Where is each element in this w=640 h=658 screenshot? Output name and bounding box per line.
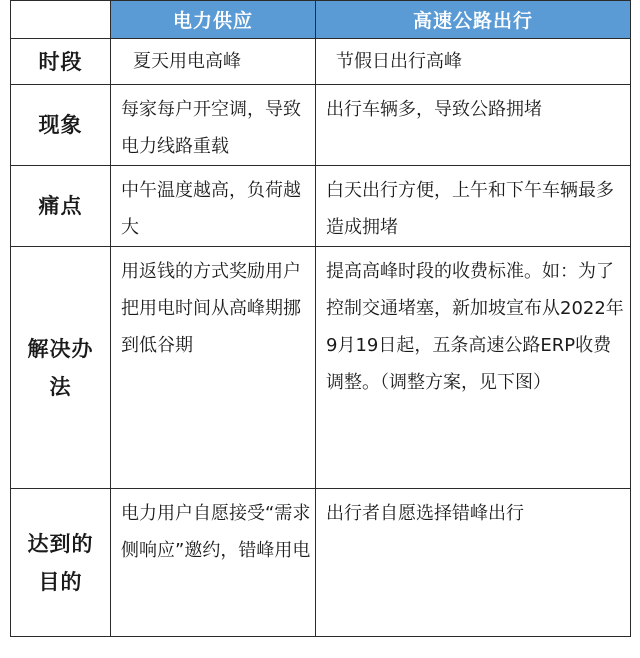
row-label-period: 时段 — [11, 39, 111, 85]
cell-highway-period: 节假日出行高峰 — [316, 39, 631, 85]
header-corner — [11, 1, 111, 39]
row-label-phenomenon: 现象 — [11, 85, 111, 166]
row-label-solution: 解决办法 — [11, 247, 111, 489]
table-row-goal — [11, 489, 631, 637]
cell-highway-phenomenon: 出行车辆多，导致公路拥堵 — [316, 85, 631, 166]
cell-power-pain-point: 中午温度越高，负荷越大 — [111, 166, 316, 247]
header-power-supply: 电力供应 — [111, 1, 316, 39]
table-row-phenomenon — [11, 85, 631, 166]
cell-power-phenomenon: 每家每户开空调，导致电力线路重载 — [111, 85, 316, 166]
cell-power-solution: 用返钱的方式奖励用户把用电时间从高峰期挪到低谷期 — [111, 247, 316, 489]
cell-highway-solution: 提高高峰时段的收费标准。如：为了控制交通堵塞，新加坡宣布从2022年9月19日起，五条高速公路ERP收费调整。（调整方案，见下图） — [316, 247, 631, 489]
table-row-period — [11, 39, 631, 85]
cell-power-goal: 电力用户自愿接受“需求侧响应”邀约，错峰用电 — [111, 489, 316, 637]
table-row-solution — [11, 247, 631, 489]
table-row-pain-point — [11, 166, 631, 247]
table-header-row — [11, 1, 631, 39]
row-label-pain-point: 痛点 — [11, 166, 111, 247]
cell-power-period: 夏天用电高峰 — [111, 39, 316, 85]
cell-highway-pain-point: 白天出行方便，上午和下午车辆最多造成拥堵 — [316, 166, 631, 247]
comparison-table — [10, 0, 631, 637]
row-label-goal: 达到的目的 — [11, 489, 111, 637]
header-highway-travel: 高速公路出行 — [316, 1, 631, 39]
cell-highway-goal: 出行者自愿选择错峰出行 — [316, 489, 631, 637]
